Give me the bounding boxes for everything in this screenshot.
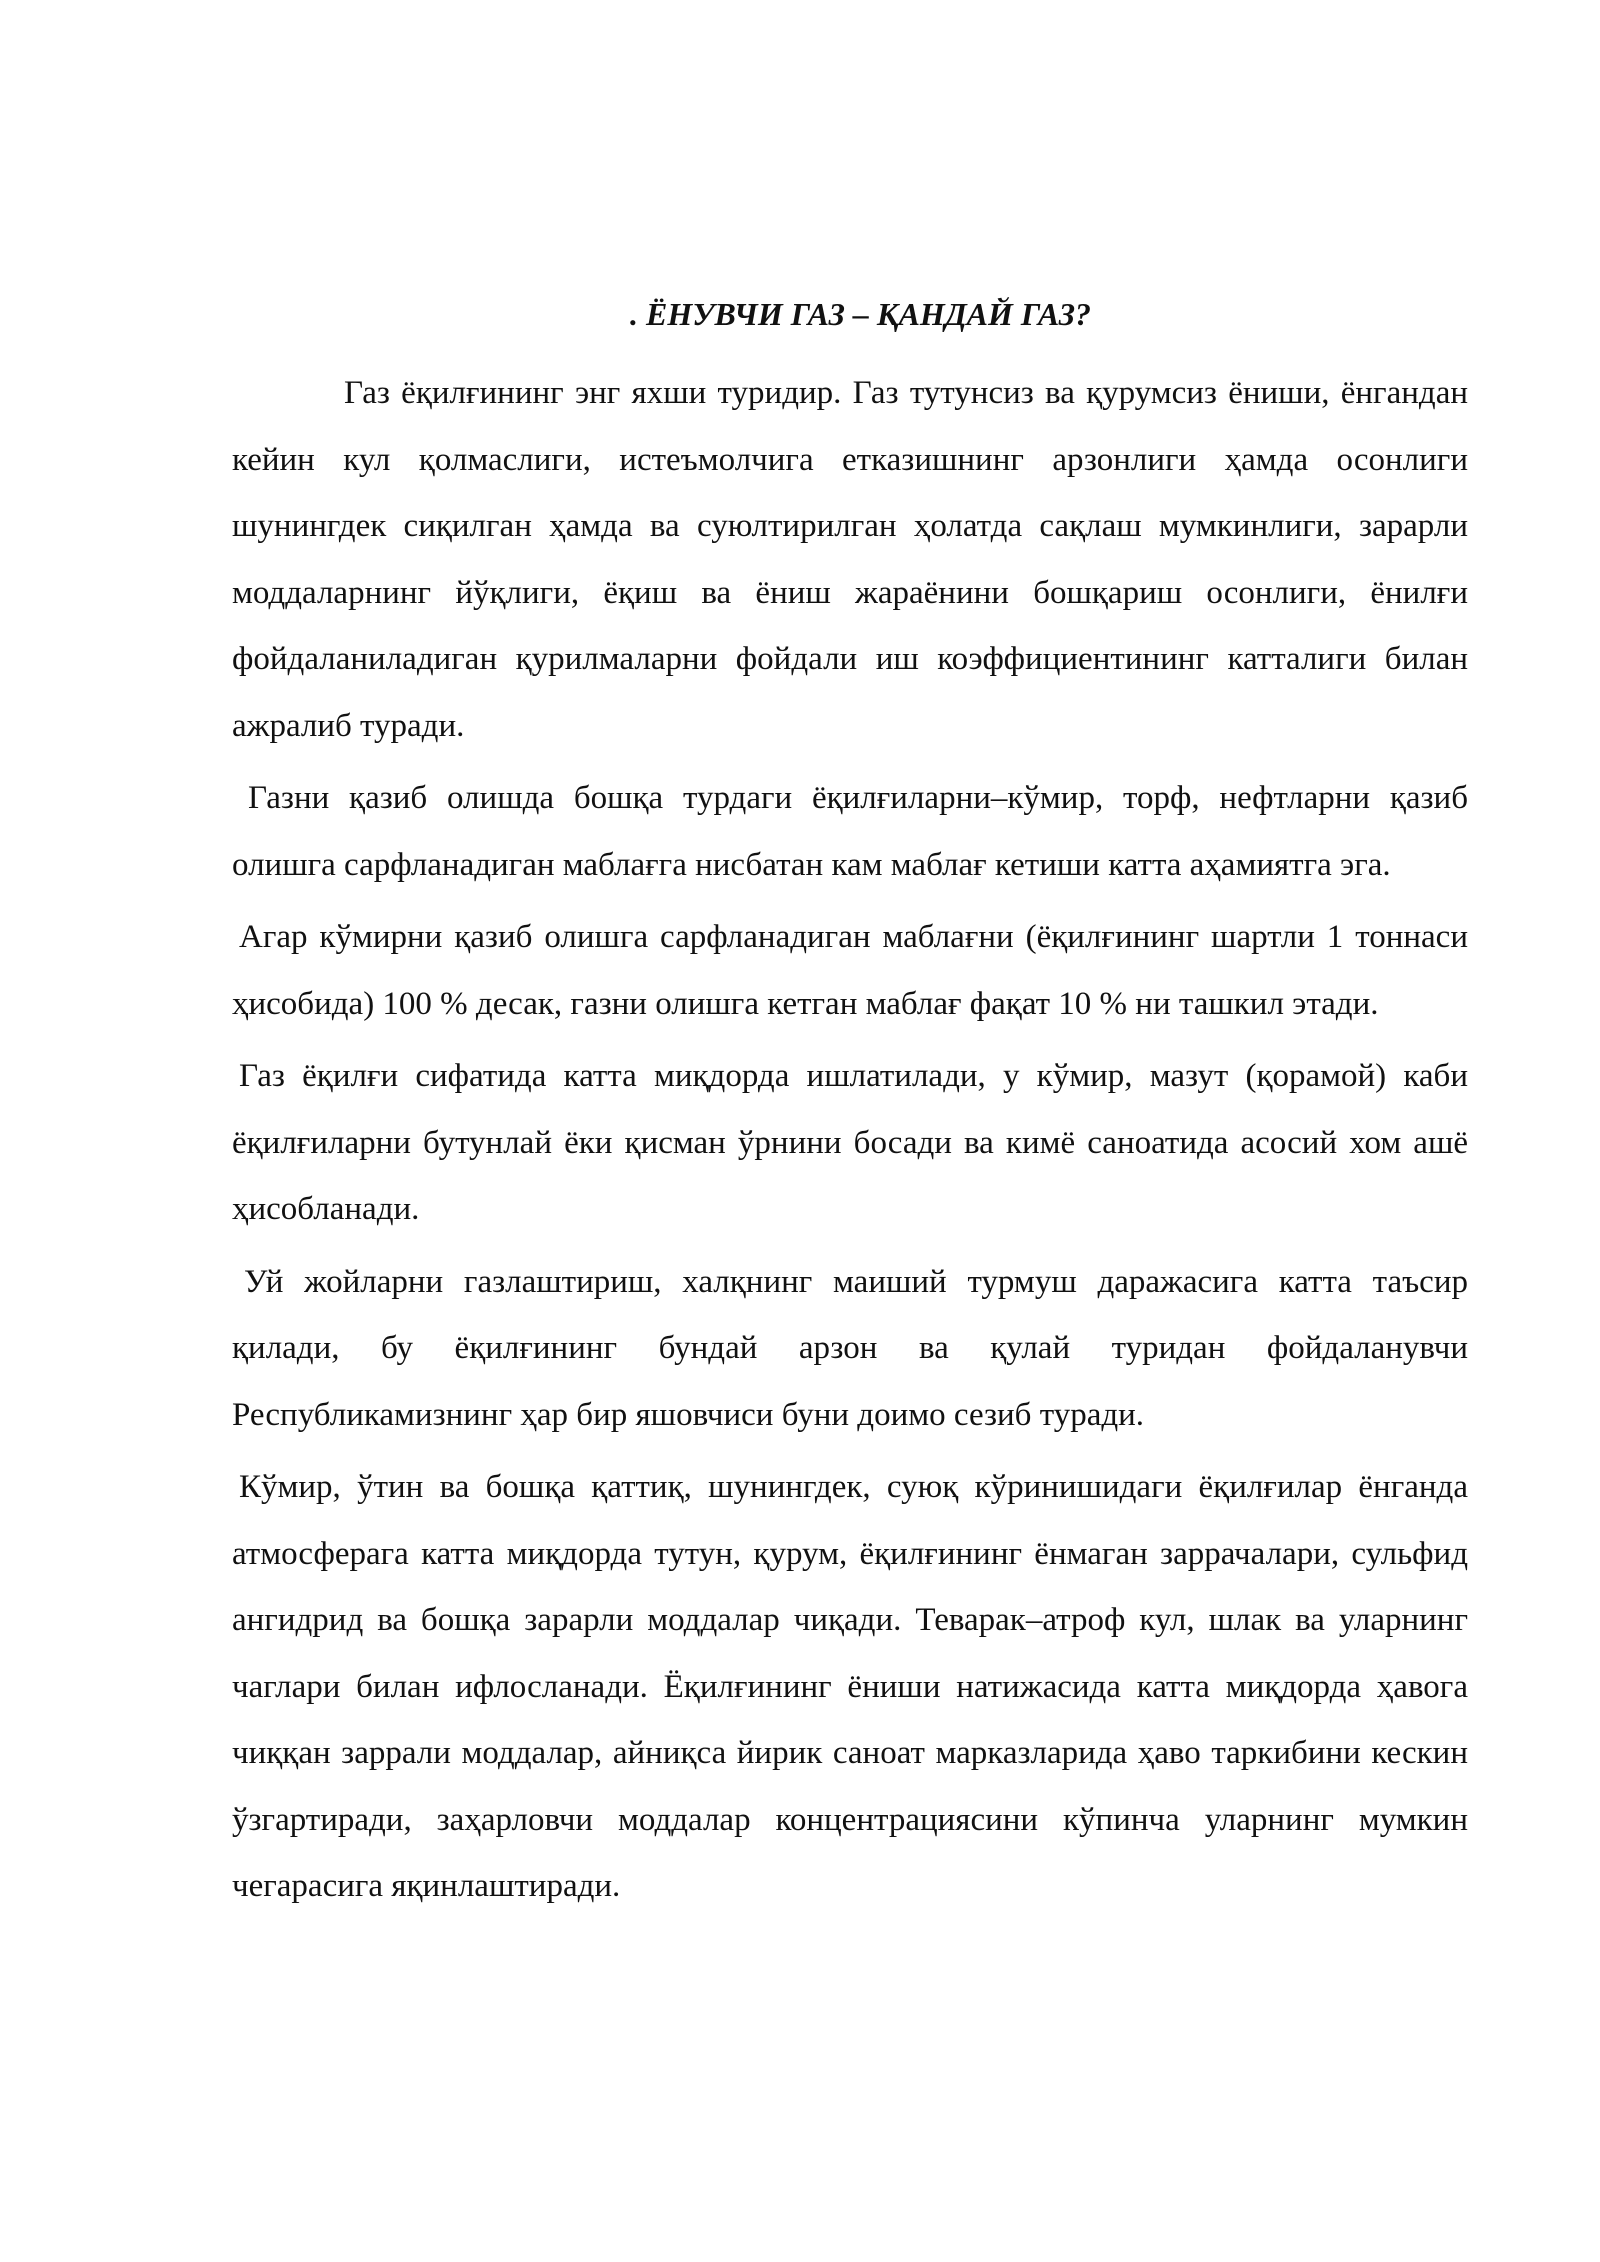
paragraph-6: Кўмир, ўтин ва бошқа қаттиқ, шунингдек, суюқ кўринишидаги ёқилғилар ёнганда атмосферага катта миқдорда тутун, қурум, ёқилғининг ёнмаган заррачалари, сульфид ангидрид ва бошқа зарарли моддалар чиқади. Теварак–атроф кул, шлак ва уларнинг чаглари билан ифлосланади. Ёқилғининг ёниши натижасида катта миқдорда ҳавога чиққан заррали моддалар, айниқса йирик саноат марказларида ҳаво таркибини кескин ўзгартиради, заҳарловчи моддалар концентрациясини кўпинча уларнинг мумкин чегарасига яқинлаштиради. [232,1469,1468,1904]
paragraph-2: Газни қазиб олишда бошқа турдаги ёқилғиларни–кўмир, торф, нефтларни қазиб олишга сарфланадиган маблағга нисбатан кам маблағ кетиши катта аҳамиятга эга. [232,780,1468,883]
paragraph-1: Газ ёқилғининг энг яхши туридир. Газ тутунсиз ва қурумсиз ёниши, ёнгандан кейин кул қолмаслиги, истеъмолчига етказишнинг арзонлиги ҳамда осонлиги шунингдек сиқилган ҳамда ва суюлтирилган ҳолатда сақлаш мумкинлиги, зарарли моддаларнинг йўқлиги, ёқиш ва ёниш жараёнини бошқариш осонлиги, ёнилғи фойдаланиладиган қурилмаларни фойдали иш коэффициентининг катталиги билан ажралиб туради. [232,375,1468,744]
paragraph-4: Газ ёқилғи сифатида катта миқдорда ишлатилади, у кўмир, мазут (қорамой) каби ёқилғиларни бутунлай ёки қисман ўрнини босади ва кимё саноатида асосий хом ашё ҳисобланади. [232,1058,1468,1227]
paragraph-5: Уй жойларни газлаштириш, халқнинг маиший турмуш даражасига катта таъсир қилади, бу ёқилғининг бундай арзон ва қулай туридан фойдаланувчи Республикамизнинг ҳар бир яшовчиси буни доимо сезиб туради. [232,1263,1468,1433]
paragraph-3: Агар кўмирни қазиб олишга сарфланадиган маблағни (ёқилғининг шартли 1 тоннаси ҳисобида) 100 % десак, газни олишга кетган маблағ фақат 10 % ни ташкил этади. [232,919,1468,1022]
document-body [232,360,1468,1926]
document-title: . ЁНУВЧИ ГАЗ – ҚАНДАЙ ГАЗ? [630,296,1092,332]
